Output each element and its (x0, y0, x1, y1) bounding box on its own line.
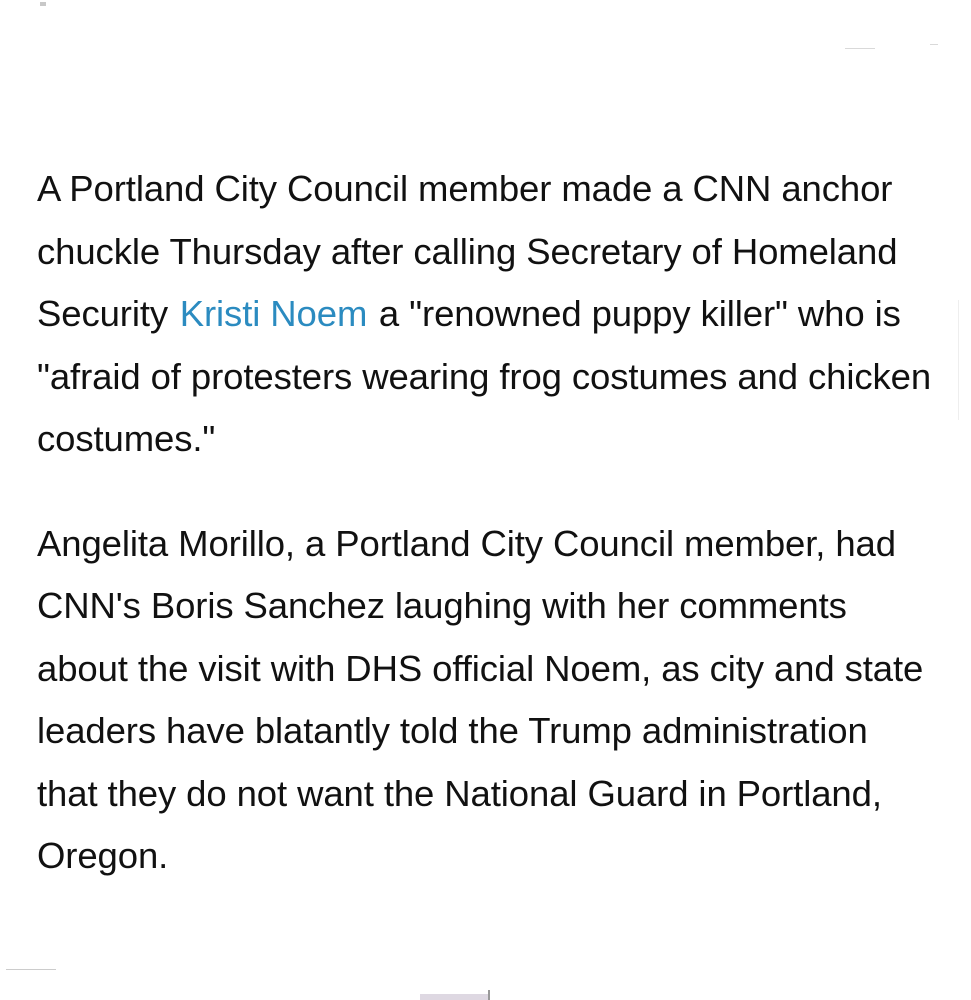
kristi-noem-link[interactable]: Kristi Noem (179, 293, 368, 334)
article-paragraph-1 (37, 158, 937, 471)
scan-artifact (6, 969, 56, 970)
scan-artifact (845, 48, 875, 49)
article-paragraph-2: Angelita Morillo, a Portland City Council member, had CNN's Boris Sanchez laughing with her comments about the visit with DHS official Noem, as city and state leaders have blatantly told the Trump administration that they do not want the National Guard in Portland, Oregon. (37, 522, 924, 876)
paragraph-1-text-after-link: a "renowned puppy killer" who is "afraid of protesters wearing frog costumes and chicken costumes." (37, 293, 932, 459)
article-body (37, 158, 937, 888)
scan-artifact (40, 2, 46, 6)
scan-artifact (488, 990, 490, 1000)
scan-artifact (930, 44, 938, 45)
paragraph-1-text-before-link: A Portland City Council member made a CNN anchor chuckle Thursday after calling Secretary of Homeland Security (37, 168, 898, 334)
scan-artifact (420, 994, 490, 1000)
scan-artifact (958, 300, 959, 420)
